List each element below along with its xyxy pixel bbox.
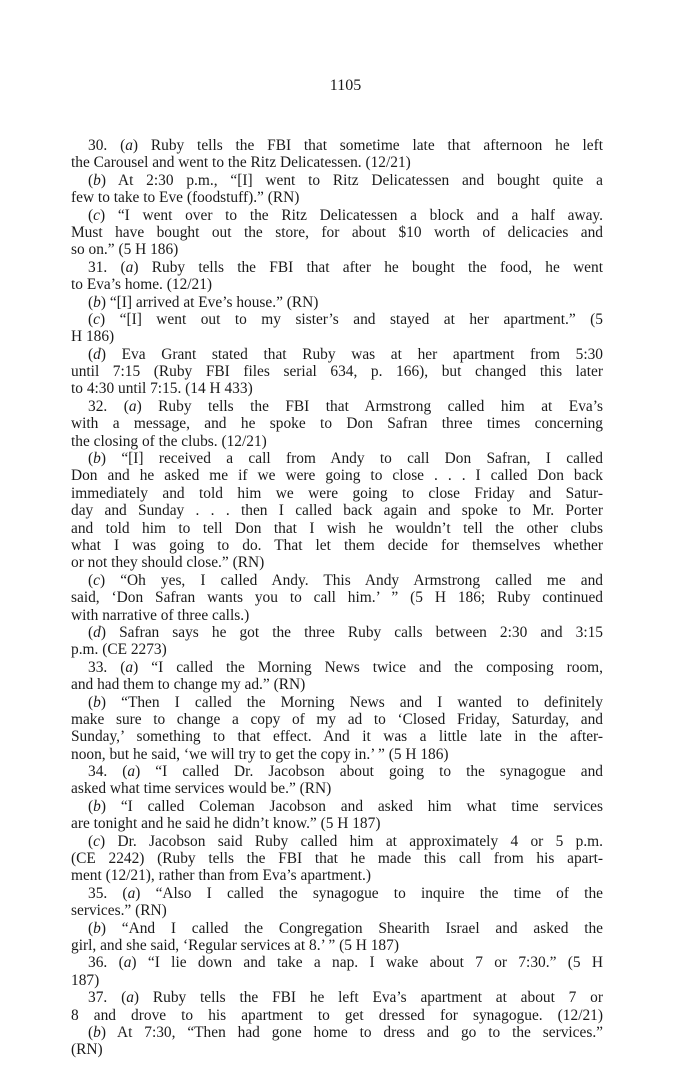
text-line xyxy=(71,537,603,554)
line-text: or not they should close.” (RN) xyxy=(71,554,265,572)
subitem-letter-text: a xyxy=(125,258,134,276)
line-text: noon, but he said, ‘we will try to get the copy in.’ ” (5 H 186) xyxy=(71,745,449,763)
subitem-letter: (b) xyxy=(88,171,106,189)
line-text: “I went over to the Ritz Delicatessen a block and a half away. xyxy=(117,206,603,224)
line-text: “I called the Morning News twice and the composing room, xyxy=(151,658,603,676)
text-line xyxy=(71,937,603,954)
item-number: 34. xyxy=(88,763,108,781)
item-number: 30. xyxy=(88,137,108,154)
text-line xyxy=(71,641,603,658)
line-text: Don and he asked me if we were going to close . . . I called Don back xyxy=(71,467,603,485)
text-line xyxy=(71,363,603,380)
item-number: 32. xyxy=(88,397,108,415)
line-text: At 7:30, “Then had gone home to dress and go to the services.” xyxy=(117,1023,603,1041)
text-line xyxy=(71,850,603,867)
item-number: 33. xyxy=(88,658,108,676)
line-text: to 4:30 until 7:15. (14 H 433) xyxy=(71,380,253,398)
line-text: are tonight and he said he didn’t know.” (5 H 187) xyxy=(71,815,381,833)
line-text: what I was going to do. That let them decide for themselves whether xyxy=(71,536,603,554)
subitem-letter: (b) xyxy=(88,693,106,711)
line-text: Ruby tells the FBI that Armstrong called him at Eva’s xyxy=(158,397,603,415)
text-line xyxy=(71,1007,603,1024)
text-line xyxy=(71,833,603,850)
text-line xyxy=(71,398,603,415)
text-line xyxy=(71,867,603,884)
subitem-letter-text: b xyxy=(93,1023,101,1041)
subitem-letter-text: c xyxy=(93,206,100,224)
body-text xyxy=(71,137,603,1059)
subitem-letter: (c) xyxy=(88,832,106,850)
text-line xyxy=(71,885,603,902)
subitem-letter-text: a xyxy=(128,397,137,415)
line-text: asked what time services would be.” (RN) xyxy=(71,780,332,798)
line-text: “Also I called the synagogue to inquire the time of the xyxy=(155,884,603,902)
line-text: immediately and told him we were going to close Friday and Satur- xyxy=(71,484,603,502)
text-line xyxy=(71,728,603,745)
line-text: “I lie down and take a nap. I wake about 7 or 7:30.” (5 H xyxy=(147,954,603,972)
text-line xyxy=(71,276,603,293)
text-line xyxy=(71,502,603,519)
line-text: “And I called the Congregation Shearith Israel and asked the xyxy=(121,919,603,937)
subitem-letter: (c) xyxy=(88,206,106,224)
line-text: Eva Grant stated that Ruby was at her apartment from 5:30 xyxy=(121,345,603,363)
text-line xyxy=(71,815,603,832)
text-line xyxy=(71,694,603,711)
subitem-letter: (a) xyxy=(121,989,140,1007)
subitem-letter: (a) xyxy=(120,258,139,276)
subitem-letter-text: d xyxy=(93,623,101,641)
text-line xyxy=(71,224,603,241)
text-line xyxy=(71,485,603,502)
text-line xyxy=(71,294,603,311)
line-text: “Oh yes, I called Andy. This Andy Armstrong called me and xyxy=(120,571,603,589)
line-text: make sure to change a copy of my ad to ‘Closed Friday, Saturday, and xyxy=(71,710,603,728)
line-text: Must have bought out the store, for about $10 worth of delicacies and xyxy=(71,223,603,241)
subitem-letter-text: c xyxy=(93,310,100,328)
line-text: 8 and drove to his apartment to get dressed for synagogue. (12/21) xyxy=(71,1006,603,1024)
text-line xyxy=(71,624,603,641)
line-text: and told him to tell Don that I wish he wouldn’t tell the other clubs xyxy=(71,519,603,537)
text-line xyxy=(71,241,603,258)
subitem-letter: (a) xyxy=(120,137,139,154)
subitem-letter: (b) xyxy=(88,450,106,468)
line-text: day and Sunday . . . then I called back again and spoke to Mr. Porter xyxy=(71,502,603,520)
text-line xyxy=(71,259,603,276)
text-line xyxy=(71,346,603,363)
subitem-letter-text: c xyxy=(93,571,100,589)
item-number: 31. xyxy=(88,258,108,276)
text-line xyxy=(71,1024,603,1041)
line-text: the closing of the clubs. (12/21) xyxy=(71,432,267,450)
line-text: “I called Dr. Jacobson about going to the synagogue and xyxy=(155,763,603,781)
text-line xyxy=(71,554,603,571)
line-text: and had them to change my ad.” (RN) xyxy=(71,676,306,694)
line-text: services.” (RN) xyxy=(71,902,167,920)
subitem-letter-text: d xyxy=(93,345,101,363)
line-text: p.m. (CE 2273) xyxy=(71,641,167,659)
line-text: Ruby tells the FBI he left Eva’s apartment at about 7 or xyxy=(152,989,603,1007)
line-text: Ruby tells the FBI that after he bought the food, he went xyxy=(151,258,603,276)
subitem-letter: (c) xyxy=(88,310,106,328)
text-line xyxy=(71,780,603,797)
subitem-letter: (b) xyxy=(88,1023,106,1041)
line-text: (RN) xyxy=(71,1041,103,1059)
line-text: until 7:15 (Ruby FBI files serial 634, p. 166), but changed this later xyxy=(71,363,603,381)
line-text: “[I] went out to my sister’s and stayed at her apartment.” (5 xyxy=(119,310,603,328)
subitem-letter-text: b xyxy=(93,293,101,311)
subitem-letter: (a) xyxy=(122,763,141,781)
line-text: Safran says he got the three Ruby calls between 2:30 and 3:15 xyxy=(119,623,603,641)
subitem-letter-text: a xyxy=(125,658,134,676)
subitem-letter-text: c xyxy=(93,832,100,850)
item-number: 36. xyxy=(88,954,108,972)
subitem-letter: (a) xyxy=(123,397,142,415)
subitem-letter-text: b xyxy=(93,919,101,937)
text-line xyxy=(71,328,603,345)
text-line xyxy=(71,572,603,589)
text-line xyxy=(71,415,603,432)
text-line xyxy=(71,920,603,937)
text-line xyxy=(71,989,603,1006)
text-line xyxy=(71,380,603,397)
text-line xyxy=(71,1041,603,1058)
text-line xyxy=(71,520,603,537)
text-line xyxy=(71,711,603,728)
subitem-letter-text: b xyxy=(93,171,101,189)
text-line xyxy=(71,207,603,224)
text-line xyxy=(71,972,603,989)
text-line xyxy=(71,954,603,971)
line-text: girl, and she said, ‘Regular services at 8.’ ” (5 H 187) xyxy=(71,936,399,954)
text-line xyxy=(71,798,603,815)
text-line xyxy=(71,311,603,328)
text-line xyxy=(71,589,603,606)
line-text: said, ‘Don Safran wants you to call him.’ ” (5 H 186; Ruby continued xyxy=(71,589,603,607)
subitem-letter-text: a xyxy=(123,954,132,972)
line-text: with a message, and he spoke to Don Safran three times concerning xyxy=(71,415,603,433)
subitem-letter: (b) xyxy=(88,797,106,815)
text-line xyxy=(71,467,603,484)
line-text: ment (12/21), rather than from Eva’s apartment.) xyxy=(71,867,372,885)
line-text: 187) xyxy=(71,971,100,989)
text-line xyxy=(71,172,603,189)
text-line xyxy=(71,189,603,206)
text-line xyxy=(71,450,603,467)
subitem-letter: (c) xyxy=(88,571,106,589)
subitem-letter: (a) xyxy=(120,658,139,676)
line-text: “Then I called the Morning News and I wanted to definitely xyxy=(121,693,603,711)
subitem-letter: (d) xyxy=(88,623,106,641)
text-line xyxy=(71,746,603,763)
text-line xyxy=(71,659,603,676)
text-line xyxy=(71,433,603,450)
text-line xyxy=(71,607,603,624)
line-text: Ruby tells the FBI that sometime late that afternoon he left xyxy=(150,137,603,154)
line-text: so on.” (5 H 186) xyxy=(71,241,179,259)
subitem-letter-text: b xyxy=(93,450,101,468)
line-text: “I called Coleman Jacobson and asked him what time services xyxy=(120,797,603,815)
line-text: Dr. Jacobson said Ruby called him at approximately 4 or 5 p.m. xyxy=(117,832,603,850)
line-text: At 2:30 p.m., “[I] went to Ritz Delicatessen and bought quite a xyxy=(117,171,603,189)
subitem-letter-text: a xyxy=(127,763,136,781)
subitem-letter: (a) xyxy=(118,954,137,972)
item-number: 35. xyxy=(88,884,108,902)
line-text: “[I] received a call from Andy to call Don Safran, I called xyxy=(121,450,603,468)
line-text: (CE 2242) (Ruby tells the FBI that he made this call from his apart- xyxy=(71,850,603,868)
subitem-letter-text: a xyxy=(127,884,136,902)
line-text: with narrative of three calls.) xyxy=(71,606,250,624)
subitem-letter-text: b xyxy=(93,693,101,711)
subitem-letter: (b) xyxy=(88,919,106,937)
subitem-letter-text: b xyxy=(93,797,101,815)
text-line xyxy=(71,137,603,154)
text-line xyxy=(71,902,603,919)
text-line xyxy=(71,763,603,780)
subitem-letter: (d) xyxy=(88,345,106,363)
subitem-letter: (a) xyxy=(122,884,141,902)
line-text: the Carousel and went to the Ritz Delicatessen. (12/21) xyxy=(71,154,411,172)
line-text: few to take to Eve (foodstuff).” (RN) xyxy=(71,189,300,207)
text-line xyxy=(71,154,603,171)
line-text: to Eva’s home. (12/21) xyxy=(71,276,213,294)
line-text: “[I] arrived at Eve’s house.” (RN) xyxy=(109,293,319,311)
item-number: 37. xyxy=(88,989,108,1007)
line-text: Sunday,’ something to that effect. And it was a little late in the after- xyxy=(71,728,603,746)
subitem-letter: (b) xyxy=(88,293,106,311)
subitem-letter-text: a xyxy=(126,989,134,1007)
subitem-letter-text: a xyxy=(125,137,133,154)
page-number: 1105 xyxy=(329,77,362,94)
text-line xyxy=(71,676,603,693)
line-text: H 186) xyxy=(71,328,115,346)
